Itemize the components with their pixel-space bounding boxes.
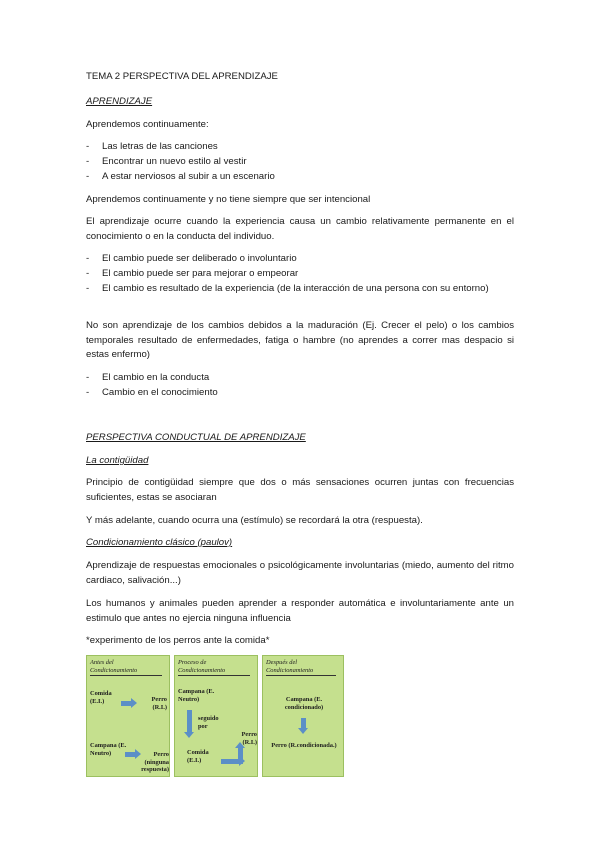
bell-label: Campana (E. Neutro) bbox=[90, 742, 127, 757]
bell-label: Campana (E. Neutro) bbox=[178, 688, 215, 703]
list-item: - El cambio puede ser deliberado o involuntario bbox=[102, 252, 297, 267]
list-item: - A estar nerviosos al subir a un escenario bbox=[102, 170, 275, 185]
list-item: - Las letras de las canciones bbox=[102, 140, 218, 155]
panel-after bbox=[262, 655, 344, 777]
paragraph: Principio de contigüidad siempre que dos o más sensaciones ocurren juntas con frecuencias suficientes, estas se asociaran bbox=[86, 477, 514, 503]
subheading-contiguidad: La contigüidad bbox=[86, 455, 149, 466]
panel-before bbox=[86, 655, 170, 777]
paragraph: *experimento de los perros ante la comida* bbox=[86, 635, 270, 646]
section-heading-aprendizaje: APRENDIZAJE bbox=[86, 96, 153, 107]
arrow-down-icon bbox=[301, 718, 306, 728]
list-item: - El cambio en la conducta bbox=[102, 371, 209, 386]
paragraph: El aprendizaje ocurre cuando la experiencia causa un cambio relativamente permanente en el conocimiento o en la conducta del individuo. bbox=[86, 216, 514, 242]
panel-header: Proceso de Condicionamiento bbox=[178, 659, 250, 676]
panel-header: Antes del Condicionamiento bbox=[90, 659, 162, 676]
paragraph: Los humanos y animales pueden aprender a responder automática e involuntariamente ante un estimulo que antes no ejercia ninguna influencia bbox=[86, 598, 514, 624]
paragraph: No son aprendizaje de los cambios debidos a la maduración (Ej. Crecer el pelo) o los cambios temporales resultado de enfermedades, fatiga o hambre (no aprendes a correr mas despacio si estas enfermo) bbox=[86, 320, 514, 360]
conditioning-diagram bbox=[86, 655, 344, 777]
arrow-right-icon bbox=[125, 752, 135, 757]
followed-label: seguido por bbox=[198, 715, 219, 730]
list-item: - Cambio en el conocimiento bbox=[102, 386, 218, 401]
dog-label: Perro (R.condicionada.) bbox=[271, 742, 337, 749]
document-title: TEMA 2 PERSPECTIVA DEL APRENDIZAJE bbox=[86, 71, 278, 82]
arrow-line bbox=[221, 759, 239, 764]
panel-process bbox=[174, 655, 258, 777]
list-item: - El cambio puede ser para mejorar o empeorar bbox=[102, 267, 298, 282]
paragraph: Y más adelante, cuando ocurra una (estímulo) se recordará la otra (respuesta). bbox=[86, 515, 423, 526]
dog-label: Perro (R.I.) bbox=[241, 731, 257, 746]
intro-text: Aprendemos continuamente: bbox=[86, 119, 209, 130]
arrow-right-icon bbox=[121, 701, 131, 706]
food-label: Comida (E.I.) bbox=[187, 749, 209, 764]
paragraph: Aprendizaje de respuestas emocionales o psicológicamente involuntarias (miedo, aumento del ritmo cardiaco, salivación...) bbox=[86, 560, 514, 586]
panel-header: Después del Condicionamiento bbox=[266, 659, 336, 676]
section-heading-conductual: PERSPECTIVA CONDUCTUAL DE APRENDIZAJE bbox=[86, 432, 306, 443]
arrow-down-icon bbox=[187, 710, 192, 732]
list-item: - Encontrar un nuevo estilo al vestir bbox=[102, 155, 247, 170]
dog-label: Perro (R.I.) bbox=[151, 696, 167, 711]
paragraph: Aprendemos continuamente y no tiene siempre que ser intencional bbox=[86, 194, 371, 205]
bell-label: Campana (E. condicionado) bbox=[284, 696, 324, 711]
list-item: - El cambio es resultado de la experiencia (de la interacción de una persona con su entorno) bbox=[102, 282, 498, 297]
arrow-up-icon bbox=[238, 748, 243, 764]
subheading-condicionamiento: Condicionamiento clásico (paulov) bbox=[86, 537, 233, 548]
food-label: Comida (E.I.) bbox=[90, 690, 112, 705]
dog-label: Perro (ninguna respuesta) bbox=[141, 751, 169, 774]
